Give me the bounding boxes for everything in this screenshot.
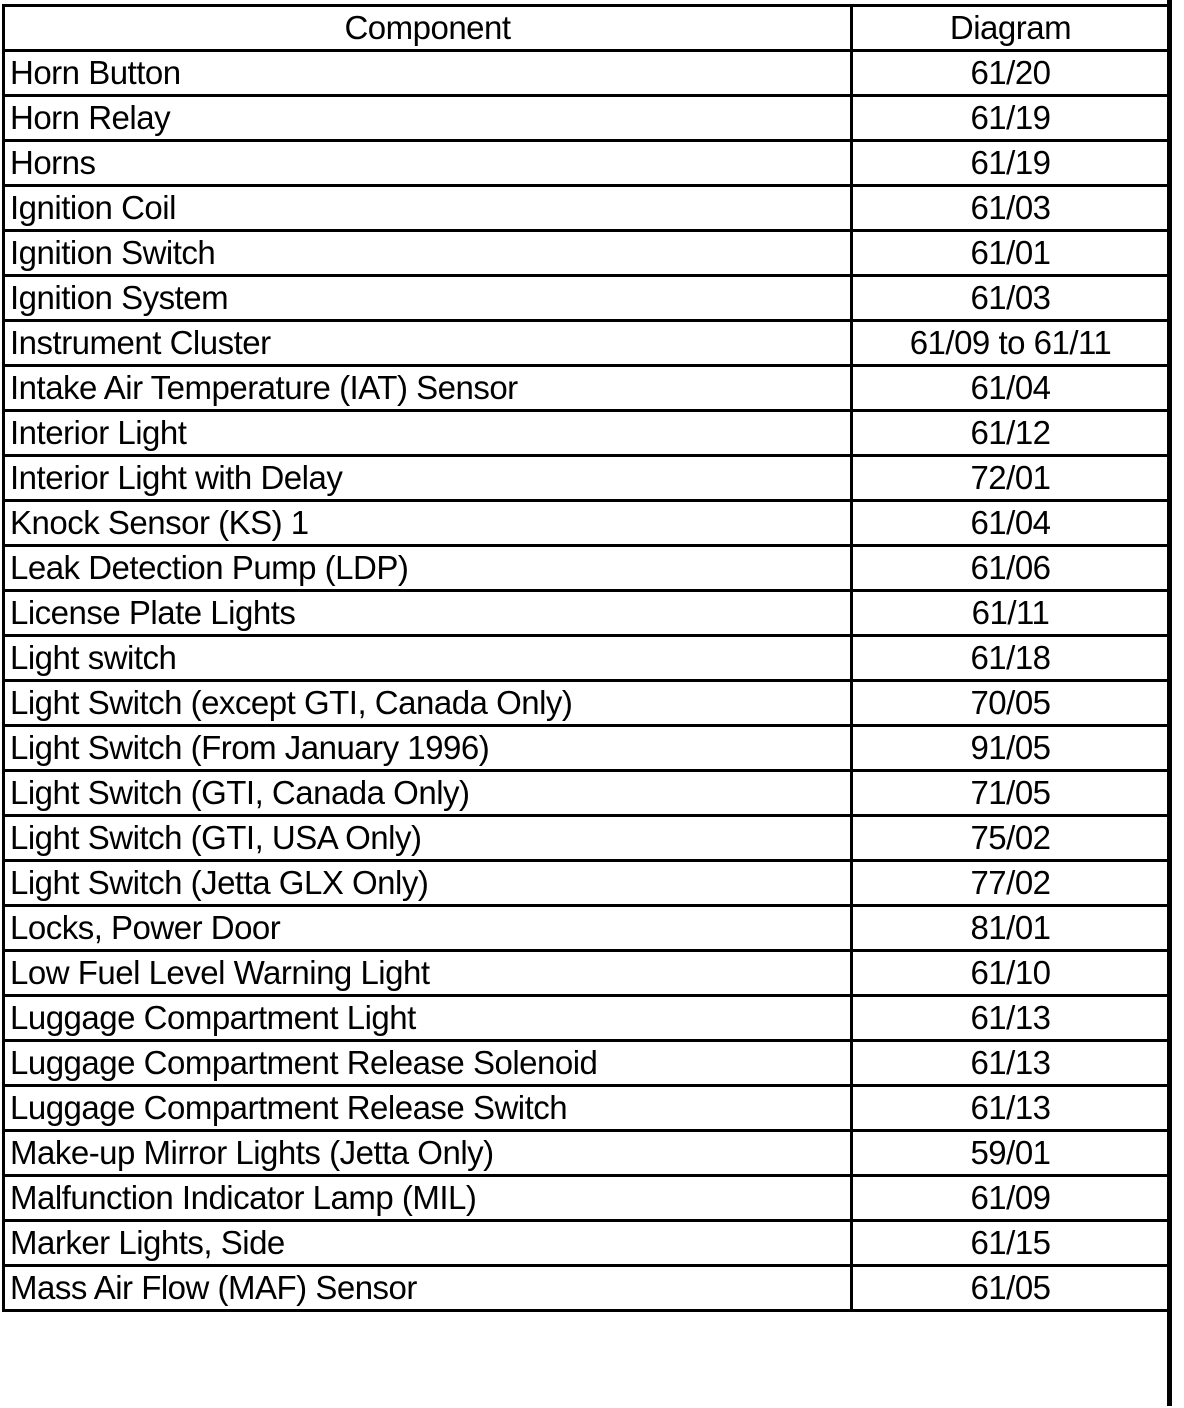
component-cell: Ignition System: [4, 276, 852, 321]
component-cell: Horn Relay: [4, 96, 852, 141]
table-body: [4, 51, 1170, 1311]
table-row: [4, 771, 1170, 816]
component-cell: Leak Detection Pump (LDP): [4, 546, 852, 591]
table-row: [4, 276, 1170, 321]
diagram-cell: 61/05: [852, 1266, 1170, 1311]
component-cell: Mass Air Flow (MAF) Sensor: [4, 1266, 852, 1311]
component-cell: Luggage Compartment Release Switch: [4, 1086, 852, 1131]
table-row: [4, 366, 1170, 411]
table-row: [4, 1041, 1170, 1086]
component-cell: Horns: [4, 141, 852, 186]
component-cell: Light switch: [4, 636, 852, 681]
diagram-cell: 75/02: [852, 816, 1170, 861]
table-row: [4, 96, 1170, 141]
table-row: [4, 501, 1170, 546]
table-row: [4, 861, 1170, 906]
table-row: [4, 636, 1170, 681]
component-column-header: Component: [4, 6, 852, 51]
table-row: [4, 546, 1170, 591]
component-cell: Malfunction Indicator Lamp (MIL): [4, 1176, 852, 1221]
diagram-cell: 59/01: [852, 1131, 1170, 1176]
table-row: [4, 726, 1170, 771]
component-cell: Light Switch (GTI, Canada Only): [4, 771, 852, 816]
diagram-cell: 71/05: [852, 771, 1170, 816]
diagram-cell: 61/09: [852, 1176, 1170, 1221]
component-cell: Locks, Power Door: [4, 906, 852, 951]
table-row: [4, 1221, 1170, 1266]
table-row: [4, 1266, 1170, 1311]
component-cell: Light Switch (Jetta GLX Only): [4, 861, 852, 906]
component-cell: Intake Air Temperature (IAT) Sensor: [4, 366, 852, 411]
table-row: [4, 456, 1170, 501]
diagram-cell: 61/15: [852, 1221, 1170, 1266]
diagram-cell: 61/11: [852, 591, 1170, 636]
component-cell: Interior Light: [4, 411, 852, 456]
component-cell: License Plate Lights: [4, 591, 852, 636]
table-row: [4, 681, 1170, 726]
diagram-cell: 61/09 to 61/11: [852, 321, 1170, 366]
diagram-cell: 61/04: [852, 501, 1170, 546]
component-cell: Light Switch (GTI, USA Only): [4, 816, 852, 861]
component-index-table: [2, 4, 1171, 1312]
diagram-cell: 61/13: [852, 1086, 1170, 1131]
diagram-column-header: Diagram: [852, 6, 1170, 51]
component-cell: Low Fuel Level Warning Light: [4, 951, 852, 996]
table-row: [4, 1176, 1170, 1221]
table-row: [4, 321, 1170, 366]
table-row: [4, 141, 1170, 186]
diagram-cell: 77/02: [852, 861, 1170, 906]
component-cell: Marker Lights, Side: [4, 1221, 852, 1266]
diagram-cell: 70/05: [852, 681, 1170, 726]
header-row: [4, 6, 1170, 51]
diagram-cell: 72/01: [852, 456, 1170, 501]
diagram-cell: 61/03: [852, 186, 1170, 231]
diagram-cell: 61/04: [852, 366, 1170, 411]
diagram-cell: 61/03: [852, 276, 1170, 321]
table-row: [4, 411, 1170, 456]
component-cell: Light Switch (except GTI, Canada Only): [4, 681, 852, 726]
diagram-cell: 61/13: [852, 1041, 1170, 1086]
diagram-cell: 81/01: [852, 906, 1170, 951]
diagram-cell: 61/20: [852, 51, 1170, 96]
table-row: [4, 1131, 1170, 1176]
component-cell: Make-up Mirror Lights (Jetta Only): [4, 1131, 852, 1176]
table-right-border: [1167, 0, 1172, 1406]
diagram-cell: 61/13: [852, 996, 1170, 1041]
table-row: [4, 1086, 1170, 1131]
table-row: [4, 951, 1170, 996]
component-cell: Interior Light with Delay: [4, 456, 852, 501]
component-cell: Ignition Coil: [4, 186, 852, 231]
table-header: [4, 6, 1170, 51]
component-cell: Ignition Switch: [4, 231, 852, 276]
diagram-cell: 61/18: [852, 636, 1170, 681]
table-row: [4, 186, 1170, 231]
component-cell: Instrument Cluster: [4, 321, 852, 366]
component-cell: Knock Sensor (KS) 1: [4, 501, 852, 546]
table-row: [4, 996, 1170, 1041]
diagram-cell: 61/01: [852, 231, 1170, 276]
table-row: [4, 231, 1170, 276]
diagram-cell: 61/12: [852, 411, 1170, 456]
component-cell: Light Switch (From January 1996): [4, 726, 852, 771]
table-row: [4, 591, 1170, 636]
table-row: [4, 906, 1170, 951]
component-cell: Luggage Compartment Release Solenoid: [4, 1041, 852, 1086]
component-cell: Luggage Compartment Light: [4, 996, 852, 1041]
table-row: [4, 51, 1170, 96]
diagram-cell: 61/19: [852, 141, 1170, 186]
diagram-cell: 91/05: [852, 726, 1170, 771]
component-cell: Horn Button: [4, 51, 852, 96]
diagram-cell: 61/19: [852, 96, 1170, 141]
diagram-cell: 61/10: [852, 951, 1170, 996]
diagram-cell: 61/06: [852, 546, 1170, 591]
table-row: [4, 816, 1170, 861]
